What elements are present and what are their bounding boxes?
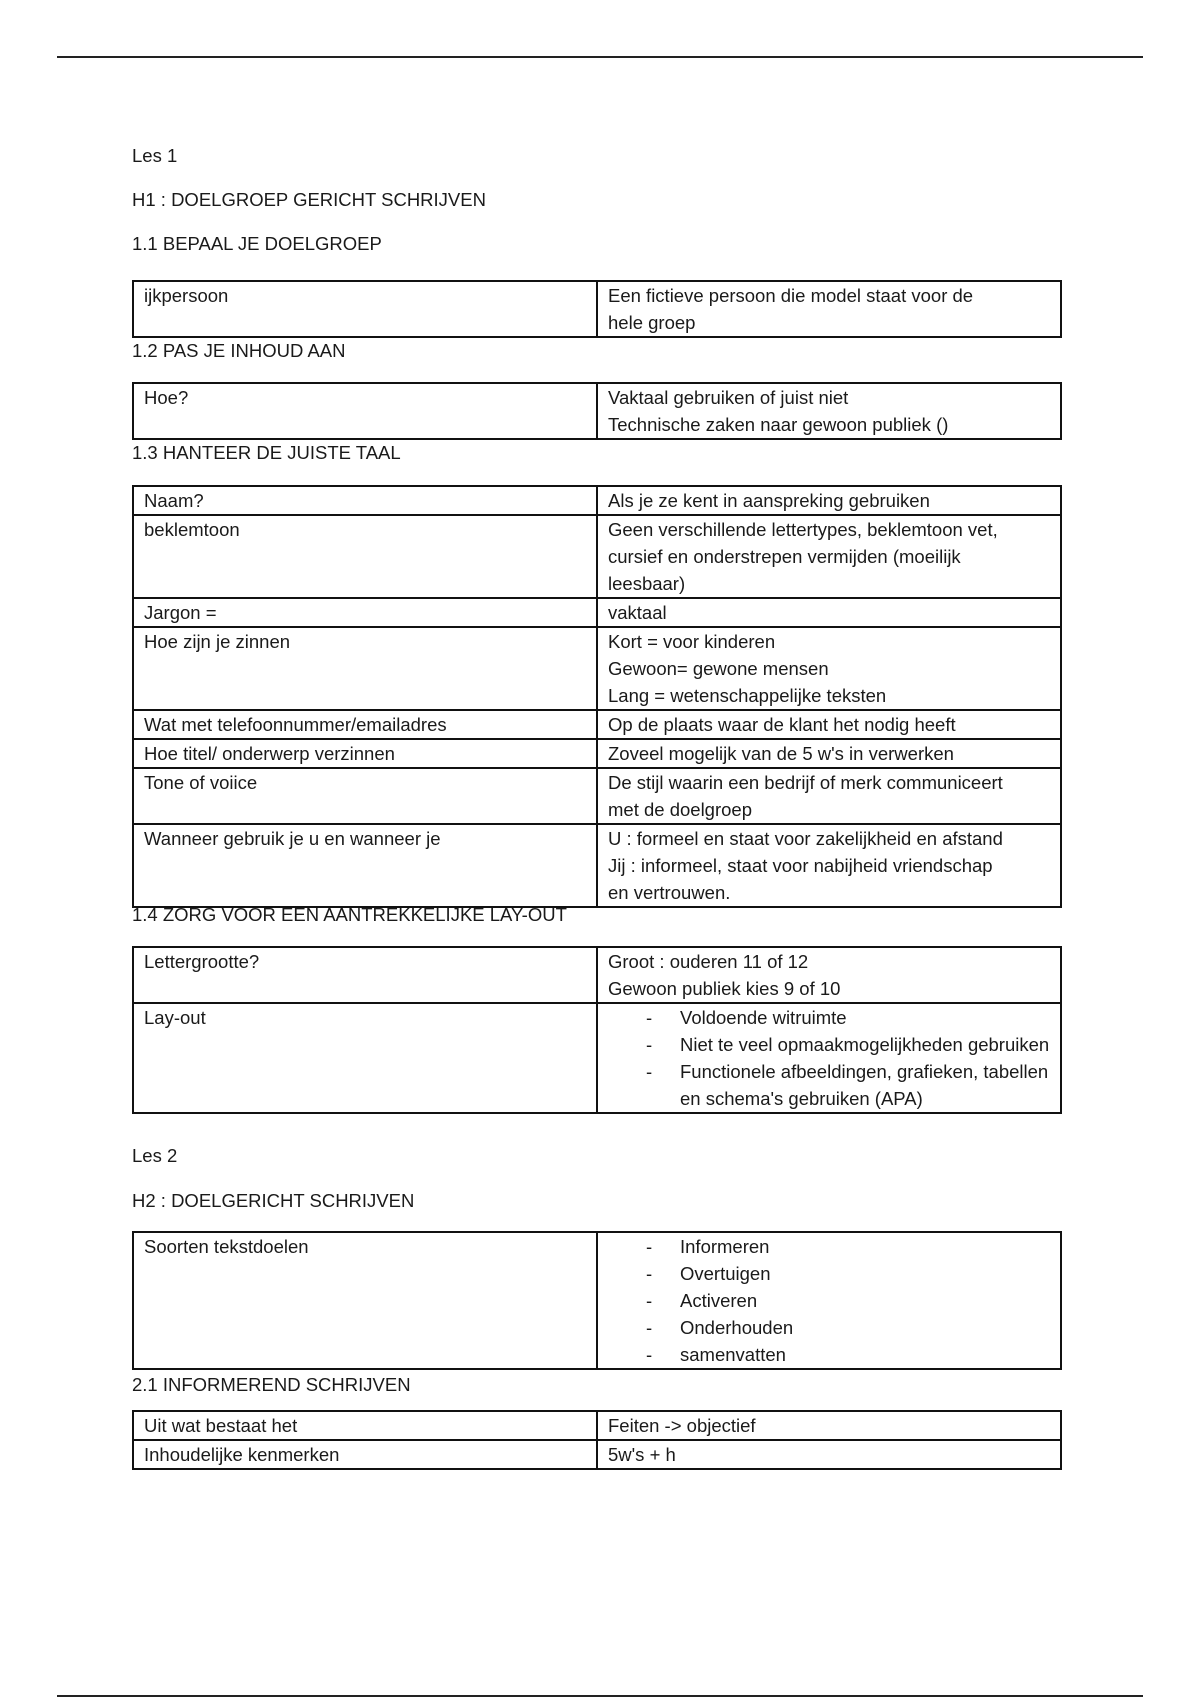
table-row	[133, 1411, 1061, 1440]
table-layout	[132, 946, 1062, 1114]
table-informerend	[132, 1410, 1062, 1470]
table-row	[133, 739, 1061, 768]
table-row	[133, 710, 1061, 739]
list-item: - Niet te veel opmaakmogelijkheden gebruiken	[680, 1031, 1050, 1058]
table-row	[133, 598, 1061, 627]
definition-cell: 5w's + h	[597, 1440, 1061, 1469]
definition-cell	[597, 1232, 1061, 1369]
section-1-4-title: 1.4 ZORG VOOR EEN AANTREKKELIJKE LAY-OUT	[132, 904, 567, 925]
definition-cell: Groot : ouderen 11 of 12 Gewoon publiek kies 9 of 10	[597, 947, 1061, 1003]
term-cell: Uit wat bestaat het	[133, 1411, 597, 1440]
term-cell: ijkpersoon	[133, 281, 597, 337]
table-row	[133, 1440, 1061, 1469]
term-cell: Jargon =	[133, 598, 597, 627]
table-row	[133, 947, 1061, 1003]
definition-cell: Vaktaal gebruiken of juist niet Technische zaken naar gewoon publiek ()	[597, 383, 1061, 439]
definition-cell: Een fictieve persoon die model staat voor de hele groep	[597, 281, 1061, 337]
list-item: - samenvatten	[680, 1341, 1050, 1368]
term-cell: Soorten tekstdoelen	[133, 1232, 597, 1369]
list-item: - Onderhouden	[680, 1314, 1050, 1341]
definition-cell: vaktaal	[597, 598, 1061, 627]
table-row	[133, 1003, 1061, 1113]
chapter-1-title: H1 : DOELGROEP GERICHT SCHRIJVEN	[132, 189, 486, 210]
header-rule	[57, 56, 1143, 58]
bullet-list	[608, 1233, 1050, 1368]
table-row	[133, 1232, 1061, 1369]
term-cell: Lay-out	[133, 1003, 597, 1113]
table-row	[133, 281, 1061, 337]
table-tekstdoelen	[132, 1231, 1062, 1370]
definition-cell: Geen verschillende lettertypes, beklemtoon vet, cursief en onderstrepen vermijden (moeilijk leesbaar)	[597, 515, 1061, 598]
definition-cell: Kort = voor kinderen Gewoon= gewone mensen Lang = wetenschappelijke teksten	[597, 627, 1061, 710]
term-cell: Hoe?	[133, 383, 597, 439]
table-taal	[132, 485, 1062, 908]
term-cell: Wat met telefoonnummer/emailadres	[133, 710, 597, 739]
chapter-2-title: H2 : DOELGERICHT SCHRIJVEN	[132, 1190, 415, 1211]
list-item: - Overtuigen	[680, 1260, 1050, 1287]
table-row	[133, 768, 1061, 824]
list-item: - Voldoende witruimte	[680, 1004, 1050, 1031]
term-cell: beklemtoon	[133, 515, 597, 598]
table-row	[133, 486, 1061, 515]
table-row	[133, 627, 1061, 710]
term-cell: Naam?	[133, 486, 597, 515]
table-row	[133, 824, 1061, 907]
definition-cell: Als je ze kent in aanspreking gebruiken	[597, 486, 1061, 515]
definition-cell	[597, 1003, 1061, 1113]
section-1-3-title: 1.3 HANTEER DE JUISTE TAAL	[132, 442, 401, 463]
section-1-2-title: 1.2 PAS JE INHOUD AAN	[132, 340, 346, 361]
definition-cell: De stijl waarin een bedrijf of merk communiceert met de doelgroep	[597, 768, 1061, 824]
bullet-list	[608, 1004, 1050, 1112]
term-cell: Hoe titel/ onderwerp verzinnen	[133, 739, 597, 768]
list-item: - Functionele afbeeldingen, grafieken, tabellen en schema's gebruiken (APA)	[680, 1058, 1050, 1112]
definition-cell: U : formeel en staat voor zakelijkheid en afstand Jij : informeel, staat voor nabijheid vriendschap en vertrouwen.	[597, 824, 1061, 907]
term-cell: Inhoudelijke kenmerken	[133, 1440, 597, 1469]
lesson-1-label: Les 1	[132, 145, 178, 166]
table-inhoud	[132, 382, 1062, 440]
section-1-1-title: 1.1 BEPAAL JE DOELGROEP	[132, 233, 382, 254]
table-row	[133, 515, 1061, 598]
list-item: - Activeren	[680, 1287, 1050, 1314]
table-row	[133, 383, 1061, 439]
lesson-2-label: Les 2	[132, 1145, 178, 1166]
definition-cell: Feiten -> objectief	[597, 1411, 1061, 1440]
term-cell: Lettergrootte?	[133, 947, 597, 1003]
term-cell: Hoe zijn je zinnen	[133, 627, 597, 710]
definition-cell: Zoveel mogelijk van de 5 w's in verwerken	[597, 739, 1061, 768]
term-cell: Wanneer gebruik je u en wanneer je	[133, 824, 597, 907]
footer-rule	[57, 1695, 1143, 1697]
table-doelgroep	[132, 280, 1062, 338]
term-cell: Tone of voiice	[133, 768, 597, 824]
section-2-1-title: 2.1 INFORMEREND SCHRIJVEN	[132, 1374, 411, 1395]
list-item: - Informeren	[680, 1233, 1050, 1260]
definition-cell: Op de plaats waar de klant het nodig heeft	[597, 710, 1061, 739]
